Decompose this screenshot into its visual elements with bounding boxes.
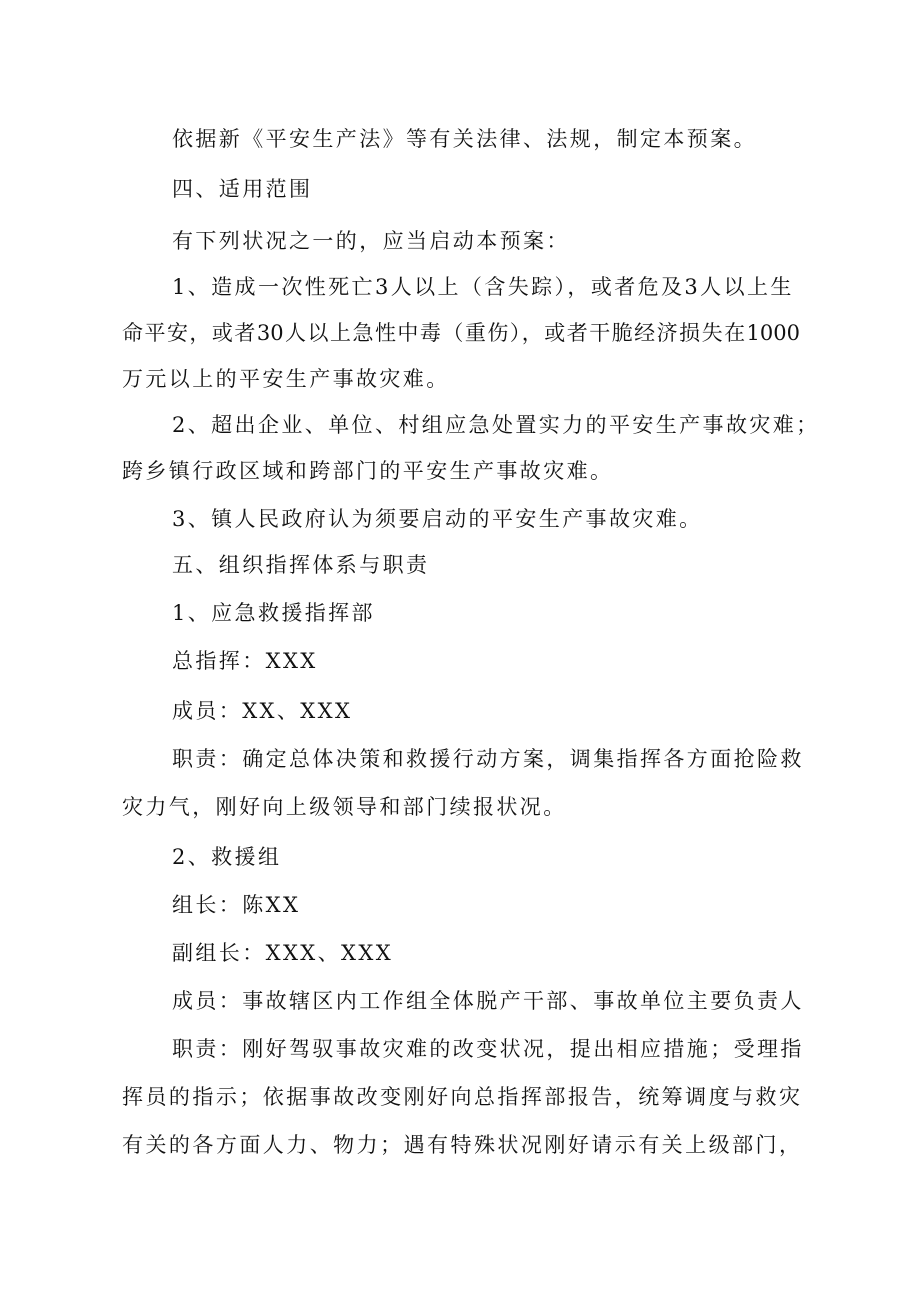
rescue-leader-line: 组长：陈XX <box>172 893 301 917</box>
list-item-3: 3、镇人民政府认为须要启动的平安生产事故灾难。 <box>172 507 703 531</box>
list-item-1-line-2: 命平安，或者30人以上急性中毒（重伤），或者干脆经济损失在1000 <box>122 321 800 345</box>
rescue-duties-line-3: 有关的各方面人力、物力；遇有特殊状况刚好请示有关上级部门， <box>122 1133 800 1157</box>
list-item-2-line-2: 跨乡镇行政区域和跨部门的平安生产事故灾难。 <box>122 459 614 483</box>
rescue-duties-line-1: 职责：刚好驾驭事故灾难的改变状况，提出相应措施；受理指 <box>172 1037 804 1061</box>
rescue-deputy-leader-line: 副组长：XXX、XXX <box>172 941 394 965</box>
rescue-duties-line-2: 挥员的指示；依据事故改变刚好向总指挥部报告，统筹调度与救灾 <box>122 1085 800 1109</box>
section-heading-scope: 四、适用范围 <box>172 177 313 201</box>
subsection-heading-rescue: 2、救援组 <box>172 845 282 869</box>
command-duties-line-2: 灾力气，刚好向上级领导和部门续报状况。 <box>122 795 567 819</box>
rescue-members-line: 成员：事故辖区内工作组全体脱产干部、事故单位主要负责人 <box>172 989 804 1013</box>
list-item-1-line-1: 1、造成一次性死亡3人以上（含失踪），或者危及3人以上生 <box>172 275 794 299</box>
command-members-line: 成员：XX、XXX <box>172 699 353 723</box>
list-item-2-line-1: 2、超出企业、单位、村组应急处置实力的平安生产事故灾难； <box>172 413 820 437</box>
subsection-heading-command: 1、应急救援指挥部 <box>172 601 375 625</box>
list-item-1-line-3: 万元以上的平安生产事故灾难。 <box>122 367 450 391</box>
section-heading-organization: 五、组织指挥体系与职责 <box>172 553 430 577</box>
paragraph-scope-intro: 有下列状况之一的，应当启动本预案： <box>172 229 570 253</box>
command-duties-line-1: 职责：确定总体决策和救援行动方案，调集指挥各方面抢险救 <box>172 747 804 771</box>
paragraph-basis: 依据新《平安生产法》等有关法律、法规，制定本预案。 <box>172 127 757 151</box>
commander-line: 总指挥：XXX <box>172 649 318 673</box>
